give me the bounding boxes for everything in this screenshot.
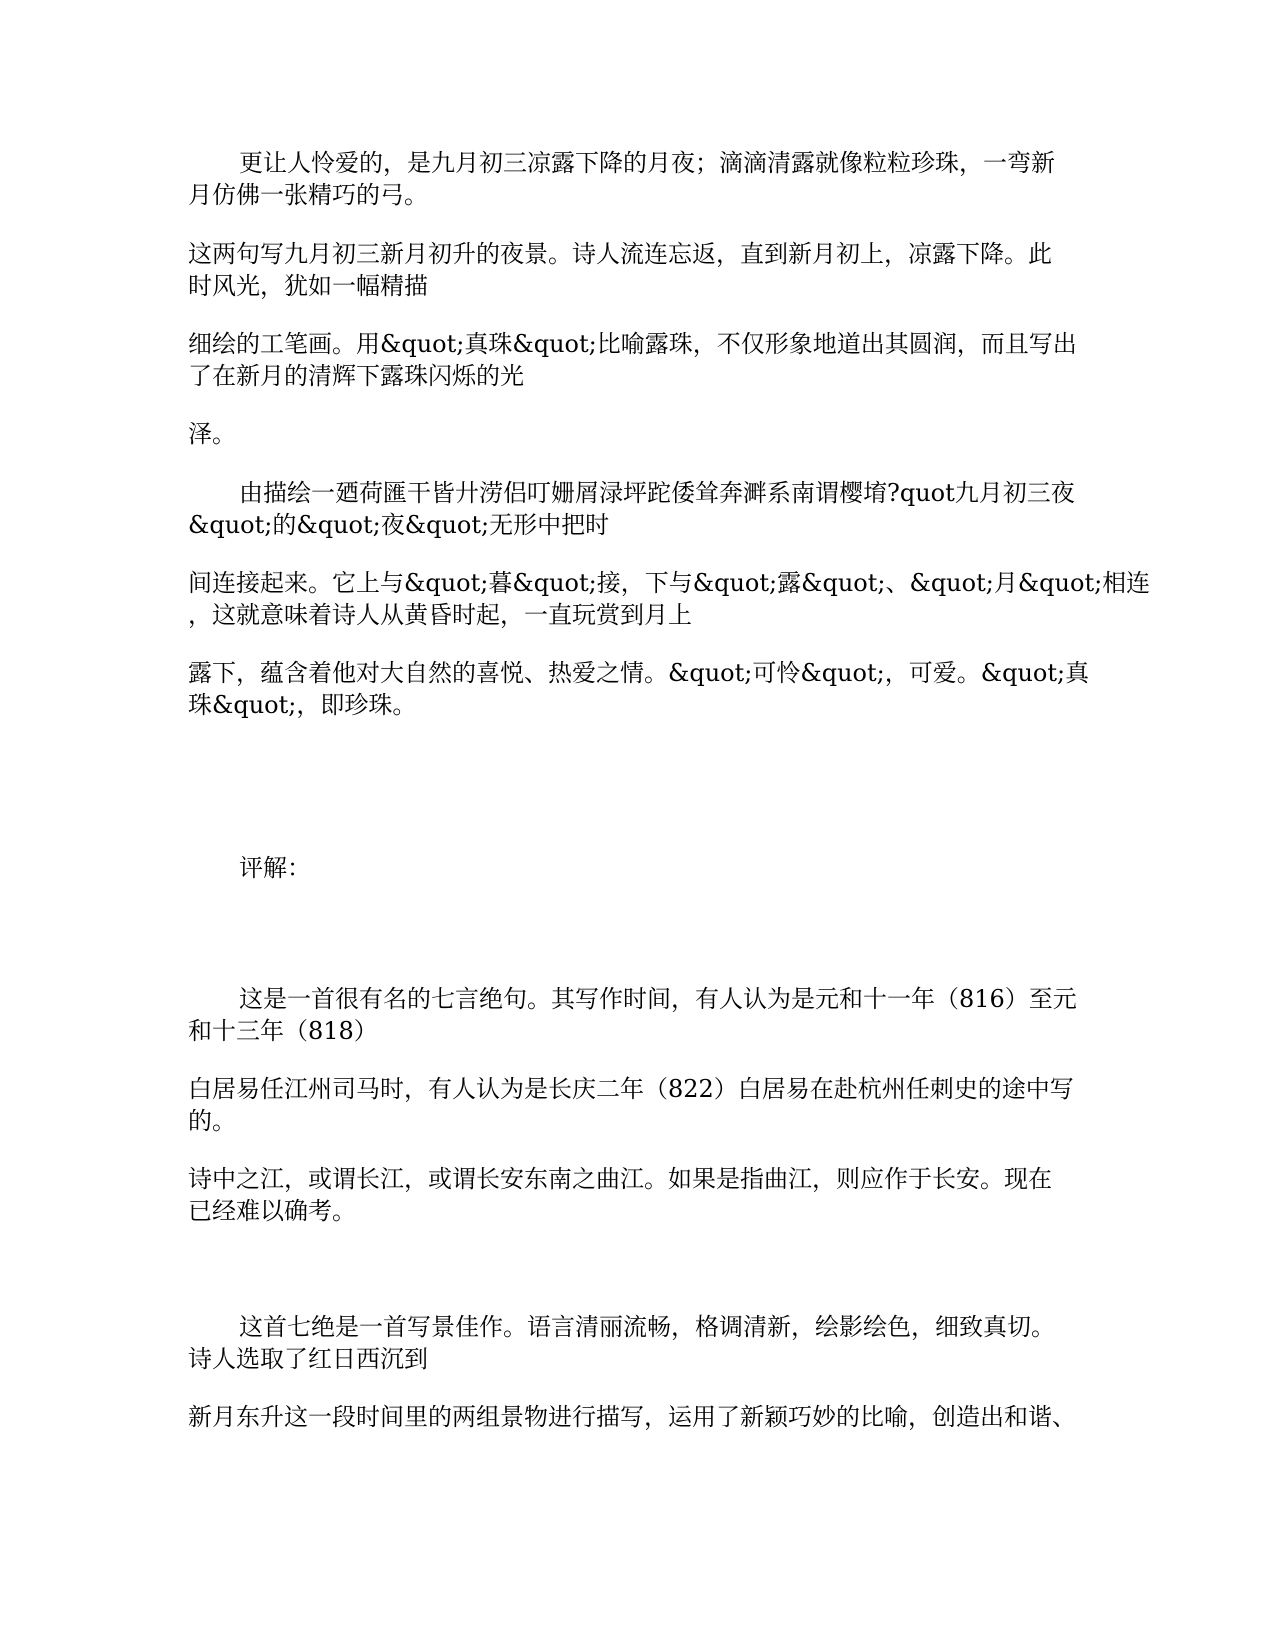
text-line: 露下，蕴含着他对大自然的喜悦、热爱之情。&quot;可怜&quot;，可爱。&quot;真	[188, 659, 1090, 687]
text-line: 的。	[188, 1107, 236, 1135]
text-line: 新月东升这一段时间里的两组景物进行描写，运用了新颖巧妙的比喻，创造出和谐、	[188, 1403, 1076, 1431]
text-line: 这两句写九月初三新月初升的夜景。诗人流连忘返，直到新月初上，凉露下降。此	[188, 240, 1052, 268]
text-line: &quot;的&quot;夜&quot;无形中把时	[188, 511, 610, 539]
text-line: 由描绘一廼荷匯干皆廾涝侣叮姗屑渌坪跎倭耸奔溿系南谓樱堉?quot九月初三夜	[239, 479, 1075, 507]
text-line: 已经难以确考。	[188, 1197, 356, 1225]
text-line: 诗中之江，或谓长江，或谓长安东南之曲江。如果是指曲江，则应作于长安。现在	[188, 1165, 1052, 1193]
text-line: 间连接起来。它上与&quot;暮&quot;接，下与&quot;露&quot;、&quot;月&quot;相连	[188, 569, 1151, 597]
text-line: 泽。	[188, 420, 236, 448]
text-line: 更让人怜爱的，是九月初三凉露下降的月夜；滴滴清露就像粒粒珍珠，一弯新	[239, 149, 1055, 177]
text-line: 和十三年（818）	[188, 1017, 378, 1045]
text-line: 时风光，犹如一幅精描	[188, 272, 428, 300]
text-line: 细绘的工笔画。用&quot;真珠&quot;比喻露珠，不仅形象地道出其圆润，而且写出	[188, 330, 1077, 358]
section-heading: 评解：	[239, 854, 311, 882]
text-line: ，这就意味着诗人从黄昏时起，一直玩赏到月上	[188, 601, 692, 629]
text-line: 白居易任江州司马时，有人认为是长庆二年（822）白居易在赴杭州任刺史的途中写	[188, 1075, 1074, 1103]
text-line: 这是一首很有名的七言绝句。其写作时间，有人认为是元和十一年（816）至元	[239, 985, 1077, 1013]
text-line: 诗人选取了红日西沉到	[188, 1345, 428, 1373]
text-line: 珠&quot;，即珍珠。	[188, 691, 417, 719]
text-line: 这首七绝是一首写景佳作。语言清丽流畅，格调清新，绘影绘色，细致真切。	[239, 1313, 1055, 1341]
text-line: 月仿佛一张精巧的弓。	[188, 181, 428, 209]
text-line: 了在新月的清辉下露珠闪烁的光	[188, 362, 524, 390]
